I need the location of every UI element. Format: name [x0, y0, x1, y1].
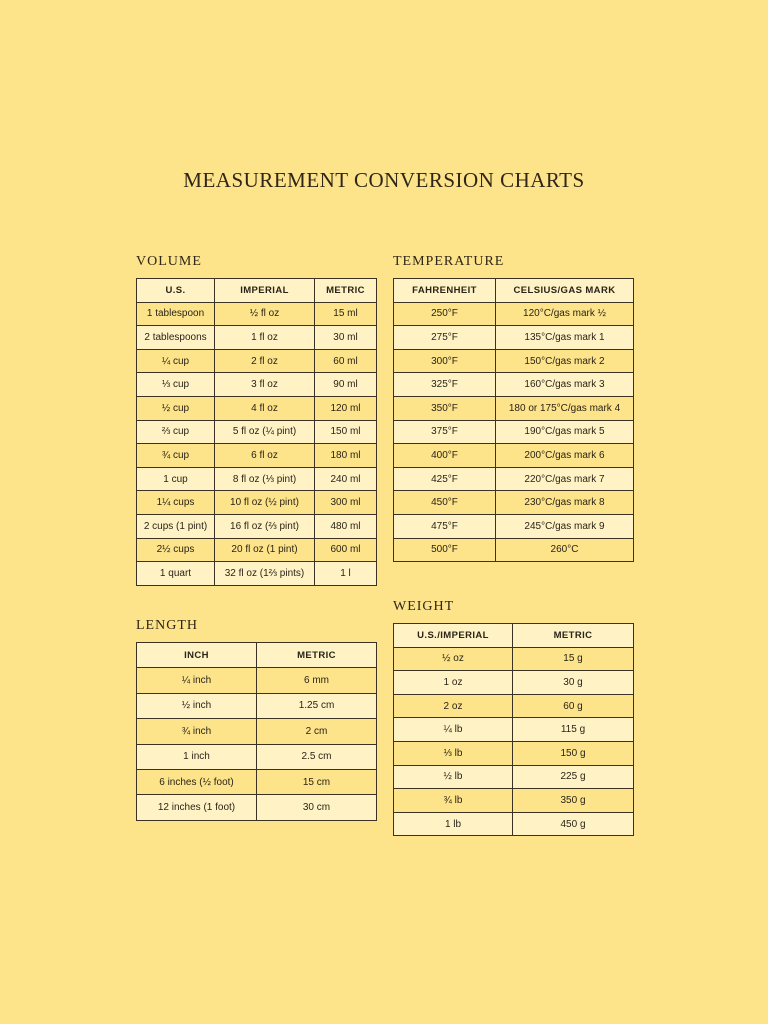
column-header: CELSIUS/GAS MARK [496, 279, 634, 303]
table-row [137, 769, 377, 794]
table-cell: 4 fl oz [215, 396, 315, 420]
table-cell: 240 ml [315, 467, 377, 491]
table-cell: 225 g [513, 765, 634, 789]
table-row [137, 444, 377, 468]
table-cell: 32 fl oz (1⅔ pints) [215, 562, 315, 586]
table-cell: 3 fl oz [215, 373, 315, 397]
table-row [394, 671, 634, 695]
table-cell: ⅔ cup [137, 420, 215, 444]
table-cell: 220°C/gas mark 7 [496, 467, 634, 491]
table-row [394, 647, 634, 671]
table-row [137, 326, 377, 350]
table-cell: 450°F [394, 491, 496, 515]
table-cell: 20 fl oz (1 pint) [215, 538, 315, 562]
table-row [394, 694, 634, 718]
table-cell: ¼ lb [394, 718, 513, 742]
table-cell: 1¼ cups [137, 491, 215, 515]
column-header: FAHRENHEIT [394, 279, 496, 303]
table-cell: 500°F [394, 538, 496, 562]
table-row [137, 491, 377, 515]
table-cell: ½ lb [394, 765, 513, 789]
table-cell: 230°C/gas mark 8 [496, 491, 634, 515]
table-cell: 2 cm [257, 719, 377, 744]
table-cell: 1 fl oz [215, 326, 315, 350]
table-header-row [137, 643, 377, 668]
table-cell: 2 fl oz [215, 349, 315, 373]
table-cell: 1 l [315, 562, 377, 586]
table-cell: 60 g [513, 694, 634, 718]
table-row [137, 668, 377, 693]
temperature-heading: TEMPERATURE [393, 254, 505, 269]
table-row [137, 396, 377, 420]
table-row [137, 562, 377, 586]
table-row [394, 789, 634, 813]
table-cell: 6 mm [257, 668, 377, 693]
column-header: U.S./IMPERIAL [394, 624, 513, 648]
table-cell: 2.5 cm [257, 744, 377, 769]
table-cell: ⅓ cup [137, 373, 215, 397]
table-cell: 1 quart [137, 562, 215, 586]
table-row [137, 420, 377, 444]
table-cell: 1.25 cm [257, 693, 377, 718]
table-cell: 275°F [394, 326, 496, 350]
table-row [394, 538, 634, 562]
table-cell: 2 cups (1 pint) [137, 514, 215, 538]
table-row [394, 467, 634, 491]
table-header-row [394, 624, 634, 648]
table-cell: ¼ inch [137, 668, 257, 693]
table-cell: ½ oz [394, 647, 513, 671]
table-cell: ¼ cup [137, 349, 215, 373]
table-cell: 480 ml [315, 514, 377, 538]
table-cell: 200°C/gas mark 6 [496, 444, 634, 468]
table-cell: 15 ml [315, 302, 377, 326]
table-cell: 600 ml [315, 538, 377, 562]
page-title: MEASUREMENT CONVERSION CHARTS [183, 168, 585, 192]
table-cell: 350°F [394, 396, 496, 420]
table-row [394, 491, 634, 515]
weight-heading: WEIGHT [393, 599, 455, 614]
column-header: METRIC [315, 279, 377, 303]
table-cell: 150 g [513, 741, 634, 765]
table-cell: 120 ml [315, 396, 377, 420]
table-cell: 10 fl oz (½ pint) [215, 491, 315, 515]
table-cell: 30 ml [315, 326, 377, 350]
table-cell: 180 or 175°C/gas mark 4 [496, 396, 634, 420]
table-cell: 1 oz [394, 671, 513, 695]
length-heading: LENGTH [136, 618, 198, 633]
table-cell: 245°C/gas mark 9 [496, 514, 634, 538]
table-row [137, 744, 377, 769]
table-cell: 2 oz [394, 694, 513, 718]
table-cell: 6 fl oz [215, 444, 315, 468]
table-cell: 1 tablespoon [137, 302, 215, 326]
table-row [394, 741, 634, 765]
table-row [394, 420, 634, 444]
table-cell: ¾ inch [137, 719, 257, 744]
table-cell: 375°F [394, 420, 496, 444]
length-section [136, 617, 377, 821]
table-row [137, 373, 377, 397]
table-row [137, 349, 377, 373]
table-cell: 90 ml [315, 373, 377, 397]
table-cell: 1 lb [394, 812, 513, 836]
temperature-table [393, 278, 634, 562]
column-header: INCH [137, 643, 257, 668]
table-cell: 16 fl oz (⅔ pint) [215, 514, 315, 538]
table-cell: 60 ml [315, 349, 377, 373]
table-row [394, 718, 634, 742]
table-row [137, 538, 377, 562]
table-cell: 300 ml [315, 491, 377, 515]
table-cell: 350 g [513, 789, 634, 813]
weight-section [393, 598, 634, 836]
table-header-row [137, 279, 377, 303]
volume-table [136, 278, 377, 586]
table-cell: 2 tablespoons [137, 326, 215, 350]
column-header: METRIC [513, 624, 634, 648]
table-cell: 425°F [394, 467, 496, 491]
table-cell: 450 g [513, 812, 634, 836]
table-row [394, 302, 634, 326]
table-row [394, 812, 634, 836]
table-cell: 30 cm [257, 795, 377, 820]
table-cell: ¾ lb [394, 789, 513, 813]
table-cell: 475°F [394, 514, 496, 538]
table-cell: 400°F [394, 444, 496, 468]
table-cell: 190°C/gas mark 5 [496, 420, 634, 444]
table-cell: 325°F [394, 373, 496, 397]
table-row [137, 719, 377, 744]
table-cell: 260°C [496, 538, 634, 562]
volume-heading: VOLUME [136, 254, 202, 269]
table-cell: 150°C/gas mark 2 [496, 349, 634, 373]
table-cell: 300°F [394, 349, 496, 373]
temperature-section [393, 253, 634, 562]
column-header: IMPERIAL [215, 279, 315, 303]
table-row [137, 514, 377, 538]
table-cell: 12 inches (1 foot) [137, 795, 257, 820]
table-row [394, 396, 634, 420]
table-cell: 1 cup [137, 467, 215, 491]
table-cell: 115 g [513, 718, 634, 742]
table-row [394, 765, 634, 789]
weight-table [393, 623, 634, 836]
table-cell: ¾ cup [137, 444, 215, 468]
table-cell: 135°C/gas mark 1 [496, 326, 634, 350]
table-row [137, 302, 377, 326]
table-row [394, 326, 634, 350]
table-row [394, 373, 634, 397]
table-cell: ½ cup [137, 396, 215, 420]
table-cell: ½ inch [137, 693, 257, 718]
table-row [137, 693, 377, 718]
column-header: U.S. [137, 279, 215, 303]
table-row [137, 795, 377, 820]
table-cell: ⅓ lb [394, 741, 513, 765]
table-cell: 8 fl oz (⅓ pint) [215, 467, 315, 491]
table-row [394, 514, 634, 538]
table-cell: ½ fl oz [215, 302, 315, 326]
table-cell: 30 g [513, 671, 634, 695]
table-cell: 180 ml [315, 444, 377, 468]
table-cell: 2½ cups [137, 538, 215, 562]
table-cell: 160°C/gas mark 3 [496, 373, 634, 397]
table-cell: 1 inch [137, 744, 257, 769]
volume-section [136, 253, 377, 586]
length-table [136, 642, 377, 821]
table-cell: 250°F [394, 302, 496, 326]
column-header: METRIC [257, 643, 377, 668]
table-cell: 15 cm [257, 769, 377, 794]
table-cell: 150 ml [315, 420, 377, 444]
table-row [394, 444, 634, 468]
table-cell: 6 inches (½ foot) [137, 769, 257, 794]
table-row [394, 349, 634, 373]
table-cell: 15 g [513, 647, 634, 671]
table-cell: 5 fl oz (¼ pint) [215, 420, 315, 444]
table-row [137, 467, 377, 491]
table-header-row [394, 279, 634, 303]
table-cell: 120°C/gas mark ½ [496, 302, 634, 326]
